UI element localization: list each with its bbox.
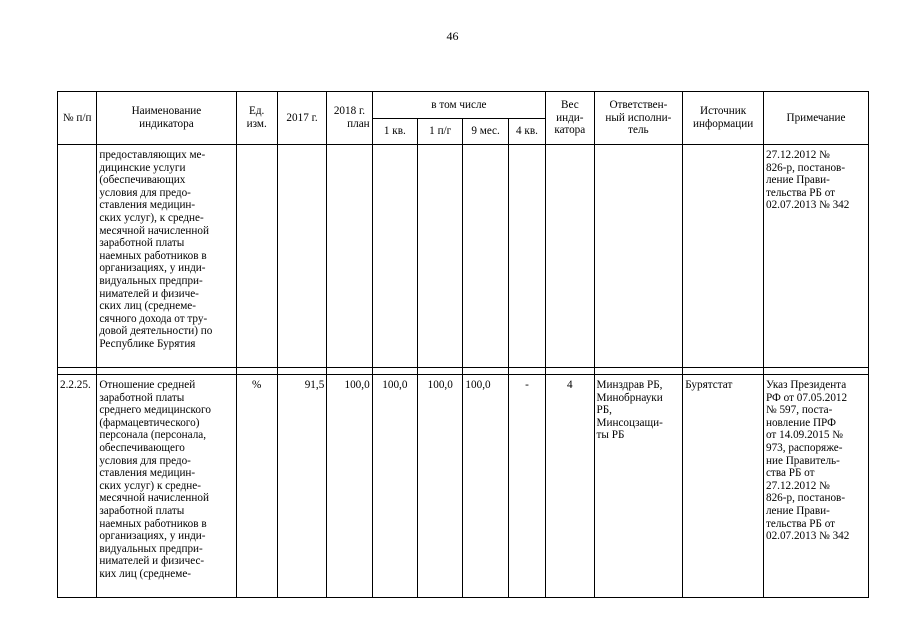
cell-q1 [372, 145, 417, 368]
header-unit: Ед. изм. [236, 92, 277, 145]
table-header-row [58, 92, 869, 119]
header-9m: 9 мес. [463, 119, 508, 145]
cell-2017 [277, 145, 326, 368]
cell-q4 [508, 145, 545, 368]
cell-unit [236, 145, 277, 368]
cell-q4: - [508, 375, 545, 598]
cell-name: предоставляющих ме- дицинские услуги (обеспечивающих условия для предо- ставления медицин- ских услуг), к средне- месячной начисленной заработной платы наемных работников в организациях, у инди- видуальных предпри- нимателей и физиче- ских лиц (среднеме- сячного дохода от тру- довой деятельности) по Республике Бурятия [97, 145, 236, 368]
cell-num: 2.2.25. [58, 375, 97, 598]
cell-note: Указ Президента РФ от 07.05.2012 № 597, поста- новление ПРФ от 14.09.2015 № 973, распоряже- ние Правитель- ства РБ от 27.12.2012 № 826-р, постанов- ление Прави- тельства РБ от 02.07.2013 № 342 [763, 375, 868, 598]
header-h1: 1 п/г [418, 119, 463, 145]
cell-2018 [327, 145, 372, 368]
cell-weight: 4 [546, 375, 594, 598]
cell-h1 [418, 145, 463, 368]
header-note: Примечание [763, 92, 868, 145]
cell-num [58, 145, 97, 368]
cell-h1: 100,0 [418, 375, 463, 598]
table-row [58, 375, 869, 598]
cell-unit: % [236, 375, 277, 598]
cell-source [683, 145, 764, 368]
cell-2017: 91,5 [277, 375, 326, 598]
page-number: 46 [446, 29, 459, 43]
cell-q1: 100,0 [372, 375, 417, 598]
cell-9m: 100,0 [463, 375, 508, 598]
cell-name: Отношение средней заработной платы среднего медицинского (фармацевтического) персонала (персонала, обеспечивающего условия для предо- ставления медицин- ских услуг) к средне- месячной начисленной заработной платы наемных работников в организациях, у инди- видуальных предпри- нимателей и физичес- ких лиц (среднеме- [97, 375, 236, 598]
cell-note: 27.12.2012 № 826-р, постанов- ление Прави- тельства РБ от 02.07.2013 № 342 [763, 145, 868, 368]
cell-2018: 100,0 [327, 375, 372, 598]
cell-weight [546, 145, 594, 368]
row-separator [58, 368, 869, 375]
header-name: Наименование индикатора [97, 92, 236, 145]
indicators-table [57, 91, 869, 598]
header-group-including: в том числе [372, 92, 545, 119]
header-2018-plan: 2018 г. план [327, 92, 372, 145]
header-2017: 2017 г. [277, 92, 326, 145]
cell-responsible: Минздрав РБ, Минобрнауки РБ, Минсоцзащи- ты РБ [594, 375, 683, 598]
header-q4: 4 кв. [508, 119, 545, 145]
cell-responsible [594, 145, 683, 368]
header-responsible: Ответствен- ный исполни- тель [594, 92, 683, 145]
table-row [58, 145, 869, 368]
cell-9m [463, 145, 508, 368]
header-num: № п/п [58, 92, 97, 145]
header-q1: 1 кв. [372, 119, 417, 145]
header-source: Источник информации [683, 92, 764, 145]
header-weight: Вес инди- катора [546, 92, 594, 145]
cell-source: Бурятстат [683, 375, 764, 598]
